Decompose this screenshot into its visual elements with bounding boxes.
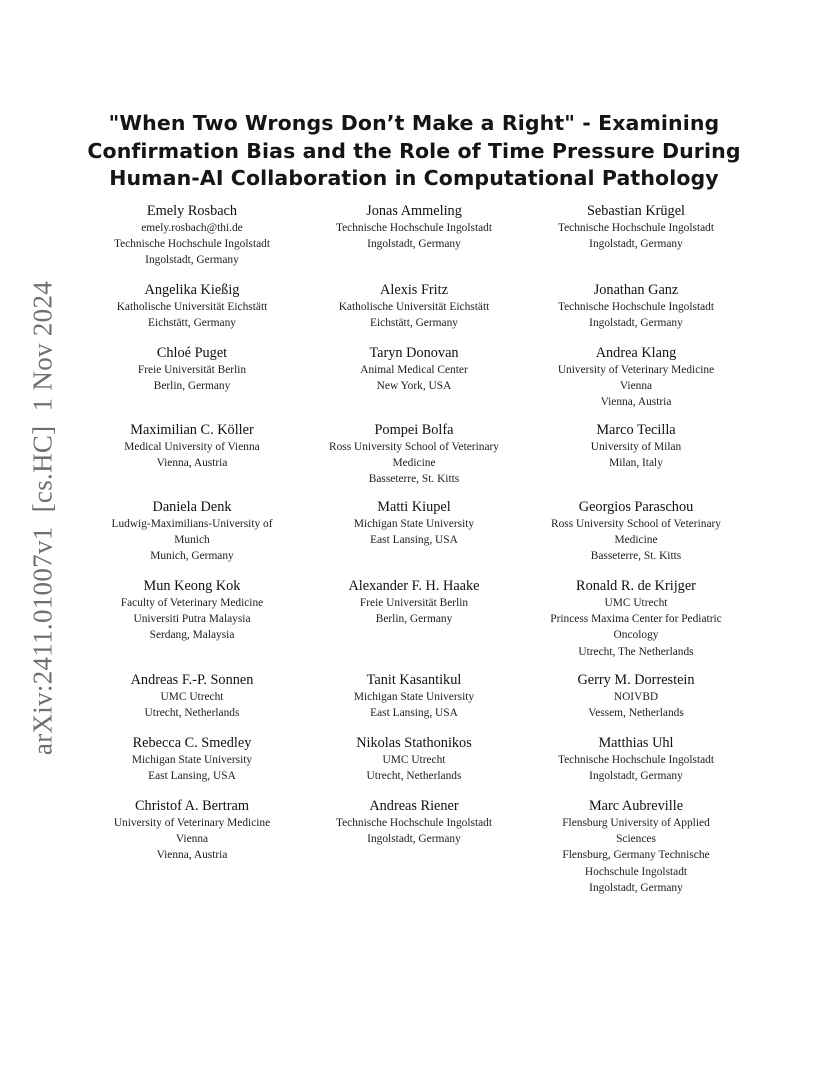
- author-affiliation: Flensburg, Germany Technische: [562, 849, 710, 862]
- author-affiliation: University of Milan: [590, 441, 682, 453]
- author-location: Ingolstadt, Germany: [145, 254, 239, 267]
- title-line: "When Two Wrongs Don’t Make a Right" - Examining: [108, 111, 720, 135]
- author-block: [304, 798, 524, 847]
- author-block: [526, 578, 746, 660]
- author-block: [526, 345, 746, 411]
- author-location: East Lansing, USA: [370, 707, 458, 720]
- author-location: Berlin, Germany: [153, 380, 231, 393]
- author-affiliation: University of Veterinary Medicine: [113, 817, 271, 829]
- author-block: [526, 499, 746, 565]
- author-affiliation: Ross University School of Veterinary: [329, 441, 499, 453]
- paper-title: [80, 110, 748, 193]
- author-location: East Lansing, USA: [148, 770, 236, 783]
- author-location: Eichstätt, Germany: [370, 317, 458, 330]
- author-block: [82, 798, 302, 864]
- author-location: Ingolstadt, Germany: [367, 833, 461, 846]
- title-line: Confirmation Bias and the Role of Time Pressure During: [87, 138, 741, 163]
- author-name: Nikolas Stathonikos: [356, 735, 472, 751]
- author-affiliation: Medical University of Vienna: [124, 441, 260, 453]
- author-location: Ingolstadt, Germany: [589, 770, 683, 783]
- author-block: [304, 499, 524, 548]
- author-affiliation: Michigan State University: [353, 518, 475, 530]
- author-affiliation: UMC Utrecht: [160, 691, 224, 703]
- author-block: [82, 422, 302, 471]
- author-email[interactable]: emely.rosbach@thi.de: [141, 222, 243, 234]
- author-affiliation: Katholische Universität Eichstätt: [338, 301, 490, 313]
- author-affiliation: Sciences: [616, 833, 656, 846]
- author-name: Andreas F.-P. Sonnen: [130, 672, 254, 688]
- author-location: Vienna, Austria: [156, 849, 228, 862]
- author-name: Jonathan Ganz: [593, 282, 679, 298]
- author-location: Ingolstadt, Germany: [367, 238, 461, 251]
- author-name: Andreas Riener: [369, 798, 459, 814]
- author-location: Milan, Italy: [609, 457, 663, 470]
- author-block: [526, 422, 746, 471]
- author-name: Sebastian Krügel: [586, 203, 686, 219]
- title-line: Human-AI Collaboration in Computational Pathology: [109, 166, 719, 190]
- author-affiliation: Flensburg University of Applied: [562, 817, 710, 829]
- author-block: [526, 282, 746, 331]
- author-affiliation: Technische Hochschule Ingolstadt: [335, 817, 493, 829]
- author-location: Eichstätt, Germany: [148, 317, 236, 330]
- author-name: Christof A. Bertram: [135, 798, 249, 814]
- author-name: Georgios Paraschou: [578, 499, 694, 515]
- author-block: [82, 672, 302, 721]
- author-block: [304, 672, 524, 721]
- author-block: [82, 499, 302, 565]
- author-block: [526, 735, 746, 784]
- author-location: East Lansing, USA: [370, 534, 458, 547]
- author-block: [304, 203, 524, 252]
- author-affiliation: Animal Medical Center: [360, 364, 468, 376]
- author-block: [82, 735, 302, 784]
- author-location: Berlin, Germany: [375, 613, 453, 626]
- author-affiliation: Ross University School of Veterinary: [551, 518, 721, 530]
- author-affiliation: Freie Universität Berlin: [359, 597, 469, 609]
- author-name: Marco Tecilla: [596, 422, 676, 438]
- author-affiliation: Freie Universität Berlin: [137, 364, 247, 376]
- author-affiliation: Medicine: [392, 457, 436, 470]
- author-affiliation: Technische Hochschule Ingolstadt: [335, 222, 493, 234]
- author-name: Tanit Kasantikul: [366, 672, 462, 688]
- author-affiliation: Universiti Putra Malaysia: [133, 613, 251, 626]
- author-name: Maximilian C. Köller: [130, 422, 254, 438]
- author-location: Vienna, Austria: [156, 457, 228, 470]
- author-affiliation: Oncology: [613, 629, 659, 642]
- author-affiliation: Munich: [174, 534, 210, 547]
- author-block: [526, 203, 746, 252]
- author-location: Utrecht, The Netherlands: [578, 645, 694, 658]
- author-affiliation: Faculty of Veterinary Medicine: [120, 597, 264, 609]
- author-name: Jonas Ammeling: [366, 203, 462, 219]
- author-block: [304, 735, 524, 784]
- author-name: Pompei Bolfa: [374, 422, 454, 438]
- author-location: Basseterre, St. Kitts: [590, 550, 682, 563]
- author-location: Vessem, Netherlands: [588, 707, 684, 720]
- author-block: [304, 282, 524, 331]
- author-affiliation: Technische Hochschule Ingolstadt: [557, 754, 715, 766]
- author-name: Mun Keong Kok: [143, 578, 241, 594]
- author-name: Rebecca C. Smedley: [132, 735, 252, 751]
- author-affiliation: Technische Hochschule Ingolstadt: [557, 222, 715, 234]
- author-name: Chloé Puget: [156, 345, 228, 361]
- author-location: Vienna, Austria: [600, 396, 672, 409]
- author-affiliation: Katholische Universität Eichstätt: [116, 301, 268, 313]
- author-block: [526, 798, 746, 896]
- author-block: [82, 203, 302, 269]
- author-location: Ingolstadt, Germany: [589, 238, 683, 251]
- author-affiliation: NOIVBD: [613, 691, 659, 703]
- author-location: Ingolstadt, Germany: [589, 317, 683, 330]
- author-location: Utrecht, Netherlands: [144, 707, 240, 720]
- author-name: Alexis Fritz: [380, 282, 448, 298]
- author-block: [304, 422, 524, 488]
- author-name: Emely Rosbach: [146, 203, 238, 219]
- author-affiliation: UMC Utrecht: [382, 754, 446, 766]
- author-name: Andrea Klang: [595, 345, 677, 361]
- author-affiliation: Hochschule Ingolstadt: [584, 865, 688, 878]
- author-block: [82, 578, 302, 644]
- author-name: Daniela Denk: [152, 499, 232, 515]
- author-affiliation: University of Veterinary Medicine: [557, 364, 715, 376]
- author-location: Munich, Germany: [150, 550, 234, 563]
- author-affiliation: Michigan State University: [131, 754, 253, 766]
- author-affiliation: Technische Hochschule Ingolstadt: [113, 238, 271, 251]
- author-block: [304, 345, 524, 394]
- author-location: Serdang, Malaysia: [149, 629, 235, 642]
- author-location: Basseterre, St. Kitts: [368, 473, 460, 486]
- author-affiliation: Michigan State University: [353, 691, 475, 703]
- author-name: Ronald R. de Krijger: [576, 578, 696, 594]
- author-name: Gerry M. Dorrestein: [577, 672, 695, 688]
- arxiv-identifier: arXiv:2411.01007v1 [cs.HC] 1 Nov 2024: [27, 280, 58, 756]
- author-affiliation: Technische Hochschule Ingolstadt: [557, 301, 715, 313]
- author-name: Marc Aubreville: [588, 798, 684, 814]
- author-affiliation: Medicine: [614, 534, 658, 547]
- author-affiliation: Vienna: [175, 833, 209, 846]
- author-block: [82, 282, 302, 331]
- author-block: [82, 345, 302, 394]
- author-block: [526, 672, 746, 721]
- author-name: Matti Kiupel: [377, 499, 451, 515]
- author-location: New York, USA: [376, 380, 452, 393]
- author-name: Taryn Donovan: [369, 345, 459, 361]
- author-block: [304, 578, 524, 627]
- author-name: Angelika Kießig: [144, 282, 240, 298]
- author-affiliation: Ludwig-Maximilians-University of: [111, 518, 273, 530]
- author-name: Alexander F. H. Haake: [348, 578, 480, 594]
- author-affiliation: Princess Maxima Center for Pediatric: [550, 613, 722, 626]
- author-affiliation: Vienna: [619, 380, 653, 393]
- author-location: Ingolstadt, Germany: [589, 881, 683, 894]
- author-affiliation: UMC Utrecht: [604, 597, 668, 609]
- author-name: Matthias Uhl: [598, 735, 674, 751]
- author-location: Utrecht, Netherlands: [366, 770, 462, 783]
